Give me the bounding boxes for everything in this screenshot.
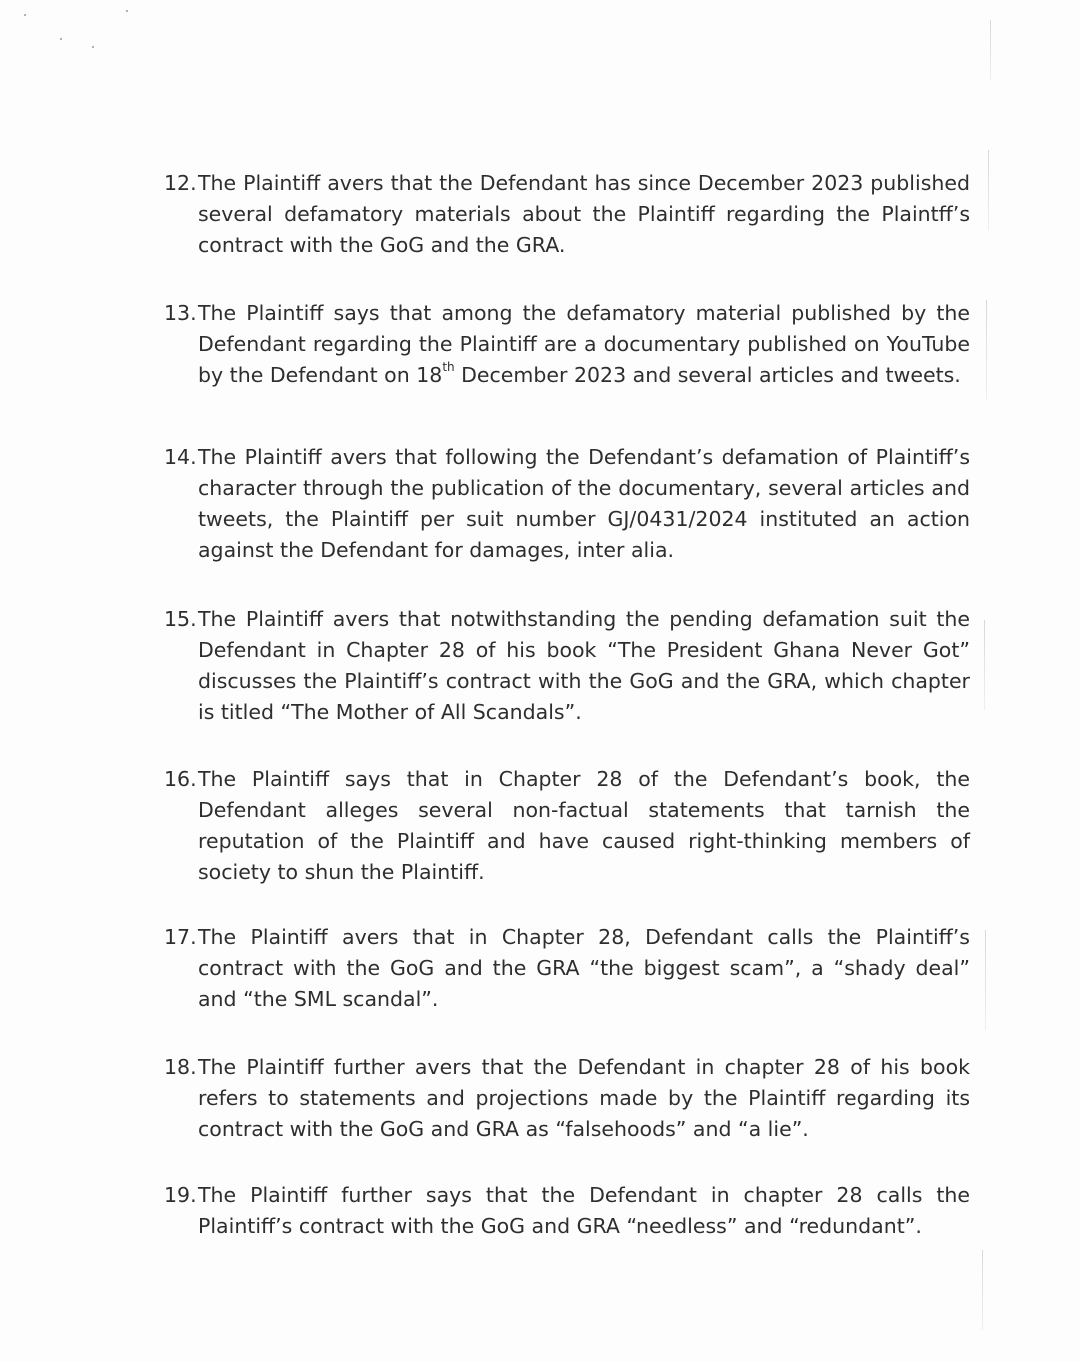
paragraph-16 — [164, 764, 970, 888]
paragraph-number: 16. — [164, 767, 197, 791]
scan-edge-line — [988, 150, 989, 230]
paragraph-text: The Plaintiff avers that in Chapter 28, Defendant calls the Plaintiff’s contract with the GoG and the GRA “the biggest scam”, a “shady deal” and “the SML scandal”. — [198, 925, 970, 1011]
paragraph-12 — [164, 168, 970, 261]
paragraph-number: 14. — [164, 445, 197, 469]
paragraph-number: 12. — [164, 171, 197, 195]
paragraph-14 — [164, 442, 970, 566]
scan-edge-line — [982, 1250, 983, 1330]
scan-speck — [24, 14, 26, 16]
paragraph-19 — [164, 1180, 970, 1242]
paragraph-text-part: The Plaintiff says that among the defamatory material published by the Defendant regarding the Plaintiff are a documentary published on YouTube by the Defendant on 18 — [198, 301, 970, 387]
paragraph-text-part: December 2023 and several articles and tweets. — [454, 363, 961, 387]
paragraph-text: The Plaintiff further says that the Defendant in chapter 28 calls the Plaintiff’s contract with the GoG and GRA “needless” and “redundant”. — [198, 1183, 970, 1238]
paragraph-number: 18. — [164, 1055, 197, 1079]
paragraph-text: The Plaintiff avers that notwithstanding the pending defamation suit the Defendant in Chapter 28 of his book “The President Ghana Never Got” discusses the Plaintiff’s contract with the GoG and the GRA, which chapter is titled “The Mother of All Scandals”. — [198, 607, 970, 724]
scan-speck — [92, 46, 94, 48]
paragraph-13 — [164, 298, 970, 391]
paragraph-17 — [164, 922, 970, 1015]
scan-edge-line — [984, 620, 985, 710]
paragraph-number: 13. — [164, 301, 197, 325]
paragraph-15 — [164, 604, 970, 728]
scan-edge-line — [986, 300, 987, 400]
paragraph-18 — [164, 1052, 970, 1145]
ordinal-suffix: th — [442, 360, 455, 375]
paragraph-number: 19. — [164, 1183, 197, 1207]
scan-speck — [60, 38, 62, 40]
paragraph-text: The Plaintiff says that in Chapter 28 of the Defendant’s book, the Defendant alleges several non-factual statements that tarnish the reputation of the Plaintiff and have caused right-thinking members of society to shun the Plaintiff. — [198, 767, 970, 884]
paragraph-text: The Plaintiff avers that following the Defendant’s defamation of Plaintiff’s character through the publication of the documentary, several articles and tweets, the Plaintiff per suit number GJ/0431/2024 instituted an action against the Defendant for damages, inter alia. — [198, 445, 970, 562]
scan-edge-line — [985, 930, 986, 1030]
paragraph-text — [164, 298, 970, 391]
paragraph-number: 17. — [164, 925, 197, 949]
scan-speck — [126, 10, 128, 12]
paragraph-text: The Plaintiff further avers that the Defendant in chapter 28 of his book refers to statements and projections made by the Plaintiff regarding its contract with the GoG and GRA as “falsehoods” and “a lie”. — [198, 1055, 970, 1141]
paragraph-number: 15. — [164, 607, 197, 631]
paragraph-text: The Plaintiff avers that the Defendant has since December 2023 published several defamatory materials about the Plaintiff regarding the Plaintff’s contract with the GoG and the GRA. — [198, 171, 970, 257]
scan-edge-line — [990, 20, 991, 80]
